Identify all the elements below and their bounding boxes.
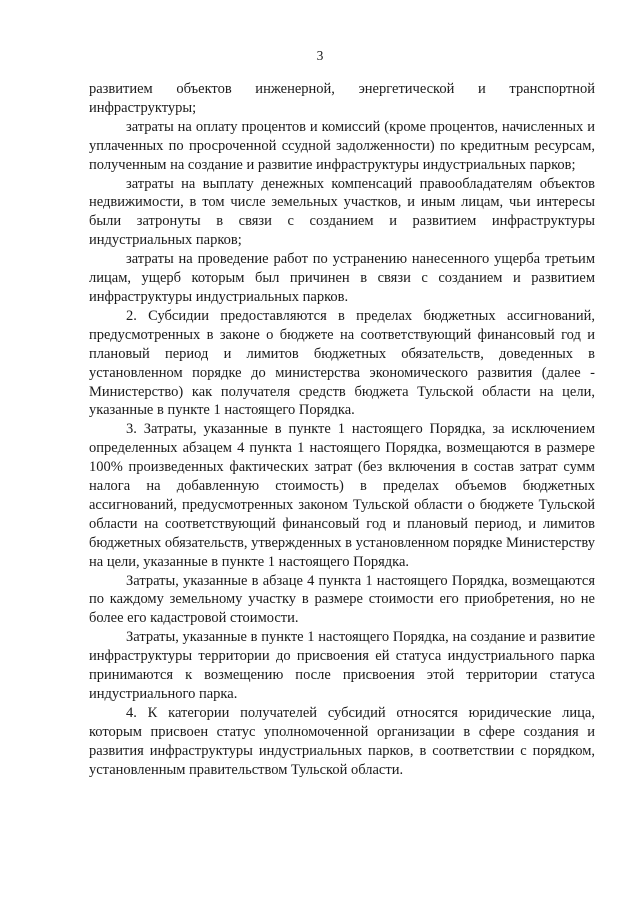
paragraph-infrastructure-costs: Затраты, указанные в пункте 1 настоящего Порядка, на создание и развитие инфраструктуры территории до присвоения ей статуса индустриального парка принимаются к возмещению после присвоения этой территории статуса индустриального парка.: [89, 629, 595, 702]
paragraph-interest-costs: затраты на оплату процентов и комиссий (кроме процентов, начисленных и уплаченных по просроченной ссудной задолженности) по кредитным ресурсам, полученным на создание и развитие инфраструктуры индустриальных парков;: [89, 118, 595, 173]
paragraph-item-4: 4. К категории получателей субсидий относятся юридические лица, которым присвоен статус уполномоченной организации в сфере создания и развития инфраструктуры индустриальных парков, в соответствии с порядком, установленным правительством Тульской области.: [89, 704, 595, 778]
paragraph-continuation: развитием объектов инженерной, энергетической и транспортной инфраструктуры;: [89, 81, 595, 116]
paragraph-item-2: 2. Субсидии предоставляются в пределах бюджетных ассигнований, предусмотренных в законе о бюджете на соответствующий финансовый год и плановый период и лимитов бюджетных обязательств, доведенных в установленном порядке до министерства экономического развития (далее - Министерство) как получателя средств бюджета Тульской области на цели, указанные в пункте 1 настоящего Порядка.: [89, 307, 595, 419]
paragraph-compensation-costs: затраты на выплату денежных компенсаций правообладателям объектов недвижимости, в том числе земельных участков, и иным лицам, чьи интересы были затронуты в связи с созданием и развитием инфраструктуры индустриальных парков;: [89, 175, 595, 249]
paragraph-damage-costs: затраты на проведение работ по устранению нанесенного ущерба третьим лицам, ущерб которым был причинен в связи с созданием и развитием инфраструктуры индустриальных парков.: [89, 251, 595, 305]
paragraph-land-costs: Затраты, указанные в абзаце 4 пункта 1 настоящего Порядка, возмещаются по каждому земельному участку в размере стоимости его приобретения, но не более его кадастровой стоимости.: [89, 572, 595, 627]
paragraph-item-3: 3. Затраты, указанные в пункте 1 настоящего Порядка, за исключением определенных абзацем 4 пункта 1 настоящего Порядка, возмещаются в размере 100% произведенных фактических затрат (без включения в состав затрат сумм налога на добавленную стоимость) в пределах объемов бюджетных ассигнований, предусмотренных законом Тульской области о бюджете Тульской области на соответствующий финансовый год и плановый период, и лимитов бюджетных обязательств, утвержденных в установленном порядке Министерству на цели, указанные в пункте 1 настоящего Порядка.: [89, 421, 595, 570]
document-body: [89, 80, 595, 780]
page-number: 3: [316, 48, 324, 63]
